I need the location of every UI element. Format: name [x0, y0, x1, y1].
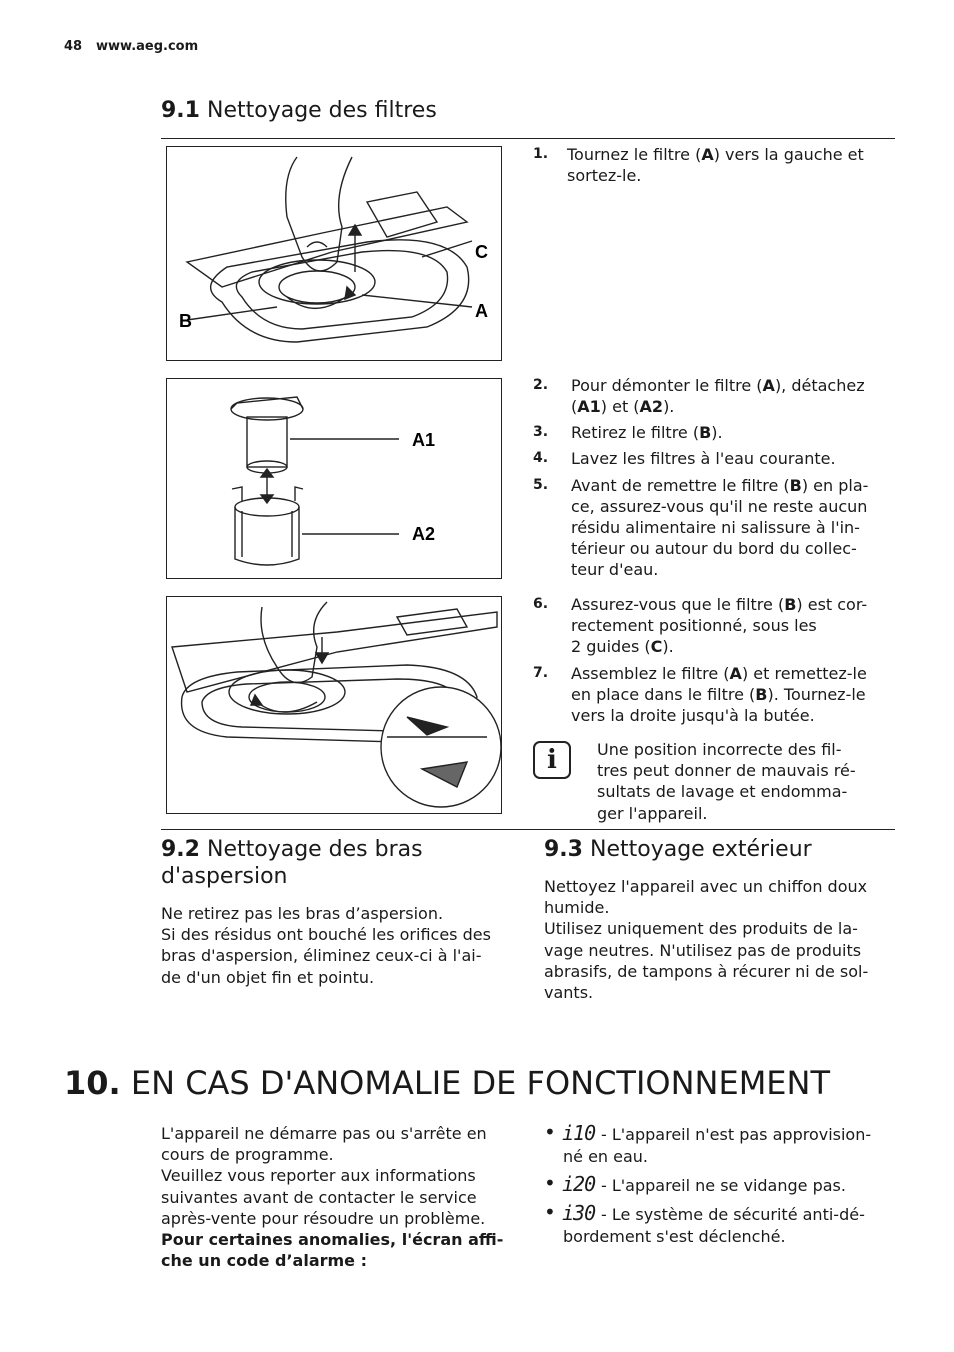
- label-a2: A2: [412, 524, 436, 544]
- step-text: Avant de remettre le filtre (B) en pla- ce, assurez-vous qu'il ne reste aucun résidu alimentaire ni salissure à l'in- térieur ou autour du bord du collec- teur d'eau.: [571, 476, 869, 579]
- label-a1: A1: [412, 430, 436, 450]
- alarm-item: [544, 1120, 904, 1168]
- alarm-text-2: né en eau.: [563, 1147, 649, 1166]
- filter-reinsert-drawing: [167, 597, 501, 813]
- step-text: Assemblez le filtre (A) et remettez-le en place dans le filtre (B). Tournez-le vers la droite jusqu'à la butée.: [571, 664, 867, 725]
- step-text: Lavez les filtres à l'eau courante.: [571, 449, 836, 468]
- page-number: 48: [64, 39, 83, 54]
- filter-disassembly-illustration: [166, 378, 502, 579]
- alarm-code: i30: [562, 1201, 596, 1225]
- section-9-2-text: Ne retirez pas les bras d’aspersion. Si des résidus ont bouché les orifices des bras d'aspersion, éliminez ceux-ci à l'ai- de d'un objet fin et pointu.: [161, 904, 491, 987]
- site-url: www.aeg.com: [96, 39, 199, 54]
- step-5: [533, 475, 893, 583]
- section-title: Nettoyage des filtres: [206, 98, 437, 123]
- alarm-item: [544, 1171, 904, 1197]
- step-3: [533, 422, 893, 444]
- alarm-text-1: - L'appareil n'est pas approvision-: [601, 1125, 872, 1144]
- info-note: Une position incorrecte des fil- tres peut donner de mauvais ré- sultats de lavage et endomma- ger l'appareil.: [597, 740, 856, 823]
- section-9-1-heading: [161, 97, 437, 124]
- section-9-3-text: Nettoyez l'appareil avec un chiffon doux humide. Utilisez uniquement des produits de la- vage neutres. N'utilisez pas de produits abrasifs, de tampons à récurer ni de sol- vants.: [544, 877, 869, 1003]
- alarm-code: i10: [562, 1121, 596, 1145]
- step-number: 1.: [533, 146, 549, 162]
- step-text: Retirez le filtre (B).: [571, 423, 723, 442]
- alarm-item: [544, 1200, 904, 1248]
- chapter-10-intro: L'appareil ne démarre pas ou s'arrête en cours de programme. Veuillez vous reporter aux informations suivantes avant de contacter le service après-vente pour résoudre un problème. Pour certaines anomalies, l'écran affi- che un code d’alarme :: [161, 1124, 504, 1271]
- filter-reinsert-illustration: [166, 596, 502, 814]
- step-number: 4.: [533, 450, 549, 466]
- chapter-10-heading: 10. EN CAS D'ANOMALIE DE FONCTIONNEMENT: [64, 1064, 830, 1102]
- step-number: 5.: [533, 477, 549, 493]
- step-2: [533, 375, 893, 419]
- label-c: C: [475, 242, 488, 262]
- filter-removal-illustration: [166, 146, 502, 361]
- info-icon: i: [533, 741, 571, 779]
- filter-disassembly-drawing: [167, 379, 501, 578]
- bullet-icon: •: [544, 1120, 556, 1144]
- alarm-code: i20: [562, 1172, 596, 1196]
- step-4: [533, 448, 893, 470]
- section-9-2-heading: 9.2 Nettoyage des bras d'aspersion: [161, 837, 423, 889]
- step-number: 2.: [533, 377, 549, 393]
- step-1: [533, 144, 893, 188]
- section-rule: [161, 829, 895, 830]
- section-number: 9.1: [161, 98, 200, 123]
- bullet-icon: •: [544, 1171, 556, 1195]
- step-text: Tournez le filtre (A) vers la gauche et sortez-le.: [567, 145, 864, 185]
- step-number: 6.: [533, 596, 549, 612]
- label-b: B: [179, 311, 192, 331]
- alarm-text-2: bordement s'est déclenché.: [563, 1227, 786, 1246]
- section-9-3-heading: 9.3 Nettoyage extérieur: [544, 837, 812, 862]
- bullet-icon: •: [544, 1200, 556, 1224]
- step-7: [533, 663, 893, 729]
- alarm-text-1: - L'appareil ne se vidange pas.: [601, 1176, 846, 1195]
- step-6: [533, 594, 893, 660]
- filter-removal-drawing: [167, 147, 501, 360]
- step-number: 7.: [533, 665, 549, 681]
- step-number: 3.: [533, 424, 549, 440]
- alarm-text-1: - Le système de sécurité anti-dé-: [601, 1205, 865, 1224]
- section-rule: [161, 138, 895, 139]
- step-text: Pour démonter le filtre (A), détachez (A1) et (A2).: [571, 376, 865, 416]
- label-a: A: [475, 301, 488, 321]
- step-text: Assurez-vous que le filtre (B) est cor- rectement positionné, sous les 2 guides (C).: [571, 595, 868, 656]
